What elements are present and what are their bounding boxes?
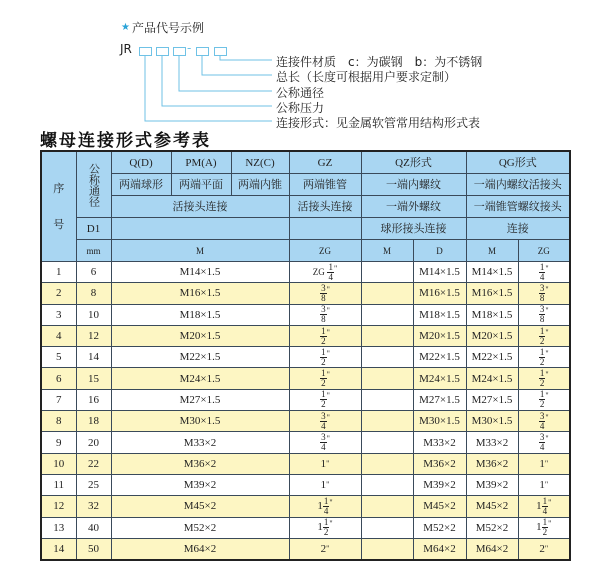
cell-qg-m: M64×2 [466, 538, 518, 560]
inch-mark: " [545, 263, 549, 273]
inch-mark: " [545, 348, 549, 358]
cell-qg-zg [518, 262, 570, 283]
inch-mark: " [326, 370, 330, 380]
section-title: 螺母连接形式参考表 [40, 131, 211, 151]
header-d1: D1 [76, 218, 111, 240]
cell-dn: 16 [76, 389, 111, 410]
cell-qz-m [361, 432, 413, 453]
fraction: $\frac{1}{2}$ [321, 346, 326, 367]
cell-qz-d: M20×1.5 [413, 325, 466, 346]
cell-zg [289, 538, 361, 560]
header-pma-desc: 两端平面 [171, 174, 231, 196]
cell-qg-zg [518, 538, 570, 560]
table-row [41, 538, 570, 560]
cell-qg-m: M39×2 [466, 474, 518, 495]
table-row [41, 389, 570, 410]
cell-zg [289, 262, 361, 283]
cell-qg-zg [518, 496, 570, 517]
cell-no: 3 [41, 304, 76, 325]
cell-qz-m [361, 411, 413, 432]
code-dash: - [187, 41, 192, 55]
cell-zg [289, 325, 361, 346]
cell-m: M18×1.5 [111, 304, 289, 325]
header-union: 活接头连接 [111, 196, 289, 218]
inch-mark: " [326, 544, 330, 553]
cell-m: M39×2 [111, 474, 289, 495]
inch-mark: " [326, 458, 330, 468]
cell-zg [289, 368, 361, 389]
inch-mark: " [544, 458, 549, 468]
cell-qz-d: M27×1.5 [413, 389, 466, 410]
cell-zg [289, 453, 361, 474]
header-blank [111, 218, 289, 240]
fraction: $\frac{1}{2}$ [321, 325, 326, 346]
cell-qg-zg [518, 411, 570, 432]
cell-qg-zg [518, 304, 570, 325]
cell-qz-m [361, 496, 413, 517]
cell-qz-d: M45×2 [413, 496, 466, 517]
cell-no: 2 [41, 283, 76, 304]
cell-no: 5 [41, 347, 76, 368]
cell-qg-m: M30×1.5 [466, 411, 518, 432]
fraction: $\frac{1}{4}$ [539, 261, 545, 282]
cell-dn: 18 [76, 411, 111, 432]
table-row [41, 496, 570, 517]
cell-qg-m: M27×1.5 [466, 389, 518, 410]
cell-qz-d: M14×1.5 [413, 262, 466, 283]
header-qz: QZ形式 [361, 151, 466, 174]
cell-dn: 8 [76, 283, 111, 304]
cell-qg-m: M45×2 [466, 496, 518, 517]
table-row [41, 283, 570, 304]
inch-mark: " [545, 370, 549, 380]
cell-zg [289, 389, 361, 410]
cell-no: 8 [41, 411, 76, 432]
cell-qz-d: M64×2 [413, 538, 466, 560]
inch-mark: " [545, 412, 549, 422]
cell-qg-m: M52×2 [466, 517, 518, 538]
fraction: $\frac{3}{4}$ [539, 410, 545, 431]
header-gz: GZ [289, 151, 361, 174]
code-example-title: 产品代号示例 [132, 21, 205, 35]
inch-mark: " [326, 434, 330, 444]
cell-qz-m [361, 474, 413, 495]
cell-qg-m: M22×1.5 [466, 347, 518, 368]
legend-material: 连接件材质 c：为碳钢 b：为不锈钢 [276, 55, 483, 69]
nut-connection-table [40, 150, 571, 561]
table-row [41, 262, 570, 283]
cell-m: M27×1.5 [111, 389, 289, 410]
inch-mark: " [329, 519, 333, 529]
inch-mark: " [545, 391, 549, 401]
cell-qg-m: M24×1.5 [466, 368, 518, 389]
cell-qz-d: M52×2 [413, 517, 466, 538]
cell-m: M24×1.5 [111, 368, 289, 389]
whole-part: 1 [539, 457, 545, 470]
header-qz-d: D [413, 240, 466, 262]
inch-mark: " [548, 519, 552, 529]
fraction: $\frac{1}{4}$ [328, 261, 333, 282]
inch-mark: " [545, 434, 549, 444]
table-row [41, 411, 570, 432]
fraction: $\frac{1}{2}$ [542, 517, 548, 538]
cell-dn: 22 [76, 453, 111, 474]
cell-qz-m [361, 453, 413, 474]
cell-qg-zg [518, 517, 570, 538]
cell-dn: 50 [76, 538, 111, 560]
cell-zg [289, 283, 361, 304]
cell-qg-zg [518, 283, 570, 304]
cell-m: M30×1.5 [111, 411, 289, 432]
legend-diameter: 公称通径 [276, 86, 325, 100]
inch-mark: " [544, 544, 549, 553]
cell-zg [289, 517, 361, 538]
cell-no: 6 [41, 368, 76, 389]
cell-qz-d: M22×1.5 [413, 347, 466, 368]
header-qz-desc2: 一端外螺纹 [361, 196, 466, 218]
cell-m: M45×2 [111, 496, 289, 517]
table-row [41, 517, 570, 538]
header-qg-zg: ZG [518, 240, 570, 262]
cell-qz-m [361, 347, 413, 368]
cell-no: 4 [41, 325, 76, 346]
header-nominal: 公称通径 [76, 151, 111, 218]
cell-qz-d: M33×2 [413, 432, 466, 453]
cell-qz-m [361, 368, 413, 389]
whole-part: 1 [317, 499, 323, 512]
cell-no: 10 [41, 453, 76, 474]
cell-qg-m: M36×2 [466, 453, 518, 474]
header-nzc: NZ(C) [231, 151, 289, 174]
cell-dn: 20 [76, 432, 111, 453]
cell-qz-m [361, 389, 413, 410]
cell-qg-zg [518, 432, 570, 453]
cell-qg-m: M18×1.5 [466, 304, 518, 325]
cell-no: 11 [41, 474, 76, 495]
cell-no: 12 [41, 496, 76, 517]
cell-dn: 32 [76, 496, 111, 517]
inch-mark: " [326, 306, 330, 316]
cell-qg-zg [518, 389, 570, 410]
zg-prefix: ZG [312, 266, 325, 277]
table-row [41, 432, 570, 453]
cell-qz-m [361, 283, 413, 304]
table-row [41, 347, 570, 368]
cell-zg [289, 474, 361, 495]
cell-dn: 15 [76, 368, 111, 389]
cell-qz-d: M16×1.5 [413, 283, 466, 304]
header-qz-desc1: 一端内螺纹 [361, 174, 466, 196]
fraction: $\frac{3}{8}$ [539, 282, 545, 303]
cell-qz-d: M30×1.5 [413, 411, 466, 432]
header-qg-desc2: 一端锥管螺纹接头 [466, 196, 570, 218]
header-mm: mm [76, 240, 111, 262]
inch-mark: " [545, 306, 549, 316]
whole-part: 1 [317, 521, 323, 534]
cell-m: M36×2 [111, 453, 289, 474]
inch-mark: " [545, 327, 549, 337]
fraction: $\frac{3}{8}$ [321, 304, 326, 325]
header-nzc-desc: 两端内锥 [231, 174, 289, 196]
whole-part: 1 [536, 521, 542, 534]
legend-pressure: 公称压力 [276, 101, 325, 115]
table-row [41, 304, 570, 325]
cell-qz-m [361, 304, 413, 325]
header-m: M [111, 240, 289, 262]
cell-m: M20×1.5 [111, 325, 289, 346]
table-row [41, 325, 570, 346]
cell-dn: 10 [76, 304, 111, 325]
header-zg: ZG [289, 240, 361, 262]
whole-part: 1 [539, 479, 545, 492]
fraction: $\frac{1}{2}$ [539, 325, 545, 346]
cell-no: 1 [41, 262, 76, 283]
cell-qz-m [361, 262, 413, 283]
cell-dn: 6 [76, 262, 111, 283]
fraction: $\frac{1}{2}$ [321, 389, 326, 410]
cell-qz-m [361, 538, 413, 560]
whole-part: 1 [320, 457, 327, 470]
inch-mark: " [326, 412, 330, 422]
cell-qg-m: M33×2 [466, 432, 518, 453]
inch-mark: " [326, 480, 330, 490]
legend-length: 总长（长度可根据用户要求定制） [276, 70, 457, 84]
inch-mark: " [544, 480, 549, 490]
fraction: $\frac{1}{2}$ [321, 368, 326, 389]
cell-m: M64×2 [111, 538, 289, 560]
cell-dn: 12 [76, 325, 111, 346]
cell-no: 9 [41, 432, 76, 453]
cell-qz-m [361, 517, 413, 538]
cell-m: M33×2 [111, 432, 289, 453]
cell-zg [289, 347, 361, 368]
cell-qg-m: M16×1.5 [466, 283, 518, 304]
cell-m: M14×1.5 [111, 262, 289, 283]
cell-no: 7 [41, 389, 76, 410]
cell-qz-d: M18×1.5 [413, 304, 466, 325]
fraction: $\frac{1}{4}$ [323, 495, 329, 516]
fraction: $\frac{1}{2}$ [323, 517, 329, 538]
legend-connection: 连接形式：见金属软管常用结构形式表 [276, 116, 481, 130]
inch-mark: " [326, 391, 330, 401]
cell-qg-m: M20×1.5 [466, 325, 518, 346]
cell-qz-d: M39×2 [413, 474, 466, 495]
cell-no: 13 [41, 517, 76, 538]
cell-qz-m [361, 325, 413, 346]
whole-part: 1 [536, 499, 542, 512]
table-row [41, 474, 570, 495]
fraction: $\frac{1}{2}$ [539, 346, 545, 367]
header-qg-desc3: 连接 [466, 218, 570, 240]
cell-no: 14 [41, 538, 76, 560]
whole-part: 1 [320, 479, 327, 492]
header-gz-desc: 两端锥管 [289, 174, 361, 196]
inch-mark: " [545, 284, 549, 294]
cell-dn: 40 [76, 517, 111, 538]
inch-mark: " [326, 284, 330, 294]
cell-m: M52×2 [111, 517, 289, 538]
header-qg: QG形式 [466, 151, 570, 174]
fraction: $\frac{3}{8}$ [539, 304, 545, 325]
fraction: $\frac{3}{4}$ [321, 432, 326, 453]
inch-mark: " [326, 348, 330, 358]
inch-mark: " [333, 263, 338, 273]
inch-mark: " [326, 327, 330, 337]
header-blank [289, 218, 361, 240]
inch-mark: " [548, 497, 552, 507]
cell-zg [289, 304, 361, 325]
cell-dn: 25 [76, 474, 111, 495]
header-qg-m: M [466, 240, 518, 262]
cell-m: M16×1.5 [111, 283, 289, 304]
header-pma: PM(A) [171, 151, 231, 174]
inch-mark: " [329, 497, 333, 507]
header-qd-desc: 两端球形 [111, 174, 171, 196]
star-icon: ★ [121, 22, 130, 33]
cell-dn: 14 [76, 347, 111, 368]
header-qz-m: M [361, 240, 413, 262]
cell-m: M22×1.5 [111, 347, 289, 368]
whole-part: 2 [539, 543, 545, 555]
fraction: $\frac{1}{2}$ [539, 368, 545, 389]
cell-qg-zg [518, 325, 570, 346]
fraction: $\frac{3}{4}$ [539, 432, 545, 453]
cell-zg [289, 411, 361, 432]
cell-qg-zg [518, 474, 570, 495]
cell-zg [289, 432, 361, 453]
fraction: $\frac{3}{8}$ [321, 282, 326, 303]
header-seq: 序 号 [41, 151, 76, 262]
cell-qg-zg [518, 368, 570, 389]
header-qz-desc3: 球形接头连接 [361, 218, 466, 240]
header-qd: Q(D) [111, 151, 171, 174]
fraction: $\frac{3}{4}$ [321, 410, 326, 431]
cell-zg [289, 496, 361, 517]
fraction: $\frac{1}{4}$ [542, 495, 548, 516]
table-row [41, 368, 570, 389]
code-prefix: JR [120, 42, 132, 56]
cell-qg-zg [518, 347, 570, 368]
header-gz-union: 活接头连接 [289, 196, 361, 218]
cell-qz-d: M36×2 [413, 453, 466, 474]
fraction: $\frac{1}{2}$ [539, 389, 545, 410]
header-qg-desc1: 一端内螺纹活接头 [466, 174, 570, 196]
cell-qg-m: M14×1.5 [466, 262, 518, 283]
whole-part: 2 [320, 543, 327, 555]
table-row [41, 453, 570, 474]
cell-qz-d: M24×1.5 [413, 368, 466, 389]
cell-qg-zg [518, 453, 570, 474]
